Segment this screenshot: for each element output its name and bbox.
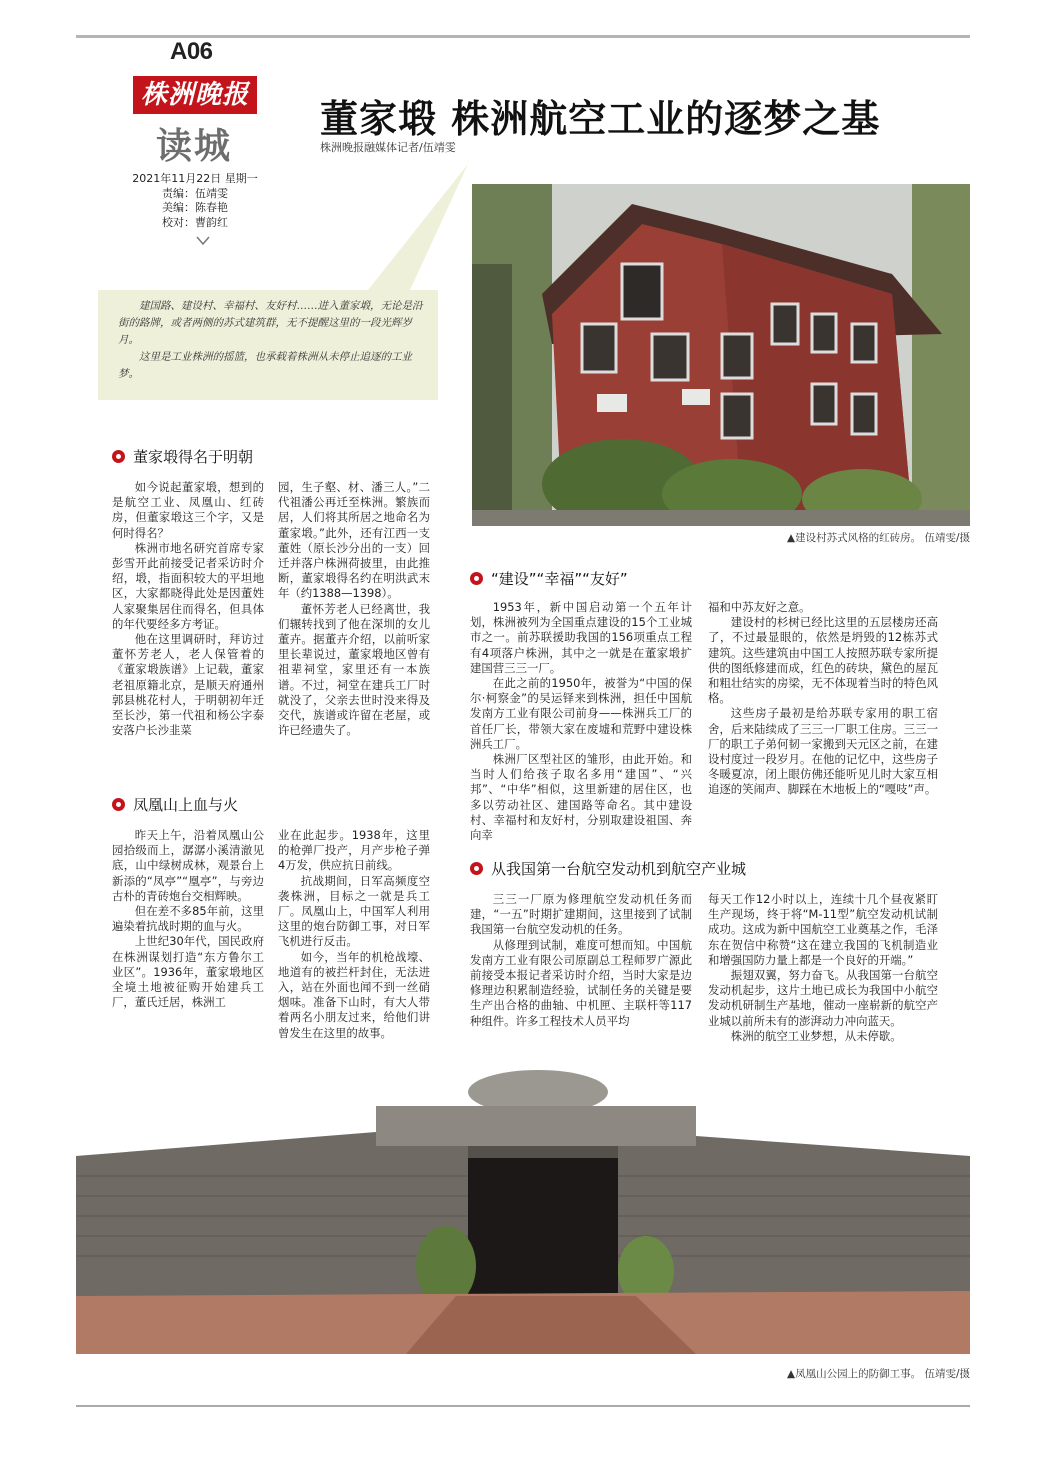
section-bullet-icon	[470, 862, 483, 875]
masthead-logo: 株洲晚报	[133, 76, 257, 114]
section-2-column-1	[112, 828, 264, 1053]
headline: 董家塅 株洲航空工业的逐梦之基	[320, 97, 881, 141]
section-heading	[112, 446, 253, 467]
section-heading	[112, 794, 238, 815]
body-paragraph: 福和中苏友好之意。	[708, 600, 811, 614]
page-number: A06	[170, 38, 213, 65]
section-title: 凤凰山上血与火	[133, 796, 239, 814]
section-name: 读城	[156, 125, 233, 167]
byline: 株洲晚报融媒体记者/伍靖雯	[320, 141, 456, 154]
proofreader-line: 校对：曹韵红	[162, 215, 228, 229]
bunker-illustration	[76, 1066, 970, 1354]
section-title: 从我国第一台航空发动机到航空产业城	[491, 860, 747, 878]
body-paragraph: 如今，当年的机枪战壕、地道有的被拦杆封住，无法进入，站在外面也闻不到一丝硝烟味。准备下山时，有大人带着两名小朋友过来，给他们讲曾发生在这里的故事。	[278, 949, 430, 1040]
section-1-column-1	[112, 480, 264, 770]
intro-text	[118, 298, 426, 383]
section-1-column-2	[278, 480, 430, 770]
body-paragraph: 从修理到试制，难度可想而知。中国航发南方工业有限公司原副总工程师罗广源此前接受本报记者采访时介绍，当时大家是边修理边积累制造经验，试制任务的关键是要生产出合格的曲轴、中机匣、主联杆等117种组件。许多工程技术人员平均	[470, 937, 692, 1028]
section-3-column-2	[708, 600, 938, 845]
section-4-column-2	[708, 892, 938, 1070]
red-brick-building-photo	[472, 184, 970, 526]
body-paragraph: 株洲市地名研究首席专家彭雪开此前接受记者采访时介绍，塅，指面积较大的平坦地区，大家都晓得此处是因董姓人家聚集居住而得名，但具体的年代要经多方考证。	[112, 540, 264, 631]
body-paragraph: 株洲的航空工业梦想，从未停歇。	[730, 1028, 902, 1043]
body-paragraph: 他在这里调研时，拜访过董怀芳老人，老人保管着的《董家塅族谱》上记载，董家老祖原籍北京，是顺天府通州郭县桃花村人，于明朝初年迁至长沙，第一代祖和杨公字泰安落户长沙韭菜	[112, 632, 264, 738]
issue-meta	[120, 172, 270, 230]
bottom-photo-caption: ▲凤凰山公园上的防御工事。 伍靖雯/摄	[787, 1368, 970, 1380]
body-paragraph: 如今说起董家塅，想到的是航空工业、凤凰山、红砖房，但董家塅这三个字，又是何时得名？	[112, 480, 264, 540]
intro-paragraph: 这里是工业株洲的摇篮，也承载着株洲从未停止追逐的工业梦。	[118, 351, 412, 380]
section-bullet-icon	[112, 798, 125, 811]
section-2-column-2	[278, 828, 430, 1053]
body-paragraph: 园，生子壑、材、潘三人。”二代祖潘公再迁至株洲。繁族而居，人们将其所居之地命名为董家塅。”此外，还有江西一支董姓（原长沙分出的一支）回迁并落户株洲荷披里，由此推断，董家塅得名约在明洪武末年（约1388—1398）。	[278, 480, 430, 601]
body-paragraph: 振翅双翼，努力奋飞。从我国第一台航空发动机起步，这片土地已成长为我国中小航空发动机研制生产基地，催动一座崭新的航空产业城以前所未有的澎湃动力冲向蓝天。	[708, 968, 938, 1028]
bottom-rule	[76, 1405, 970, 1407]
body-paragraph: 1953年，新中国启动第一个五年计划，株洲被列为全国重点建设的15个工业城市之一。前苏联援助我国的156项重点工程有4项落户株洲，其中之一就是在董家塅扩建国营三三一厂。	[470, 600, 692, 675]
body-paragraph: 这些房子最初是给苏联专家用的职工宿舍，后来陆续成了三三一厂职工住房。三三一厂的职工子弟何韧一家搬到天元区之前，在建设村度过一段岁月。在他的记忆中，这些房子冬暖夏凉，闭上眼仿佛还能听见儿时大家互相追逐的笑闹声、脚踩在木地板上的“嘎吱”声。	[708, 706, 938, 797]
section-title: “建设”“幸福”“友好”	[491, 570, 628, 588]
section-title: 董家塅得名于明朝	[133, 448, 254, 466]
body-paragraph: 抗战期间，日军高频度空袭株洲，目标之一就是兵工厂。凤凰山上，中国军人利用这里的炮台防御工事，对日军飞机进行反击。	[278, 873, 430, 949]
issue-date: 2021年11月22日 星期一	[132, 172, 258, 185]
body-paragraph: 建设村的杉树已经比这里的五层楼房还高了，不过最显眼的，依然是坍毁的12栋苏式建筑。这些建筑由中国工人按照苏联专家所提供的图纸修建而成，红色的砖块，黛色的屋瓦和粗壮结实的房梁，无不体现着当时的特色风格。	[708, 615, 938, 706]
body-paragraph: 三三一厂原为修理航空发动机任务而建，“一五”时期扩建期间，这里接到了试制我国第一台航空发动机的任务。	[470, 892, 692, 937]
body-paragraph: 株洲厂区型社区的雏形，由此开始。和当时人们给孩子取名多用“建国”、“兴邦”、“中华”相似，这里新建的居住区，也多以劳动社区、建国路等命名。其中建设村、幸福村和友好村，分别取建设祖国、奔向幸	[470, 752, 692, 843]
building-illustration	[472, 184, 970, 526]
section-bullet-icon	[470, 572, 483, 585]
body-paragraph: 但在差不多85年前，这里遍染着抗战时期的血与火。	[112, 904, 264, 934]
section-4-column-1	[470, 892, 692, 1070]
top-photo-caption: ▲建设村苏式风格的红砖房。 伍靖雯/摄	[787, 532, 970, 544]
section-bullet-icon	[112, 450, 125, 463]
section-heading	[470, 858, 746, 879]
body-paragraph: 每天工作12小时以上，连续十几个昼夜紧盯生产现场，终于将“M-11型”航空发动机试制成功。这成为新中国航空工业奠基之作，毛泽东在贺信中称赞“这在建立我国的飞机制造业和增强国防力量上都是一个良好的开端。”	[708, 892, 938, 967]
section-3-column-1	[470, 600, 692, 845]
bunker-photo	[76, 1066, 970, 1354]
callout-tail-shape	[350, 160, 470, 300]
body-paragraph: 昨天上午，沿着凤凰山公园拾级而上，潺潺小溪清澈见底，山中绿树成林，观景台上新添的“凤亭”“凰亭”，与旁边古朴的青砖炮台交相辉映。	[112, 828, 264, 903]
body-paragraph: 业在此起步。1938年，这里的枪弹厂投产，月产步枪子弹4万发，供应抗日前线。	[278, 828, 430, 873]
body-paragraph: 在此之前的1950年，被誉为“中国的保尔·柯察金”的吴运铎来到株洲，担任中国航发南方工业有限公司前身——株洲兵工厂的首任厂长，带领大家在废墟和荒野中建设株洲兵工厂。	[470, 676, 692, 751]
designer-line: 美编：陈春艳	[162, 201, 228, 214]
body-paragraph: 董怀芳老人已经离世，我们辗转找到了他在深圳的女儿董卉。据董卉介绍，以前听家里长辈说过，董家塅地区曾有祖辈祠堂，家里还有一本族谱。不过，祠堂在建兵工厂时就没了，父亲去世时没来得及交代，族谱或许留在老屋，或许已经遗失了。	[278, 601, 430, 738]
editor-line: 责编：伍靖雯	[162, 186, 228, 200]
body-paragraph: 上世纪30年代，国民政府在株洲谋划打造“东方鲁尔工业区”。1936年，董家塅地区全境土地被征购开始建兵工厂，董氏迁居，株洲工	[112, 934, 264, 1010]
meta-pointer-icon	[196, 236, 210, 246]
intro-paragraph: 建国路、建设村、幸福村、友好村……进入董家塅，无论是沿街的路牌，或者两侧的苏式建筑群，无不提醒这里的一段光辉岁月。	[118, 300, 423, 346]
section-heading	[470, 568, 628, 589]
